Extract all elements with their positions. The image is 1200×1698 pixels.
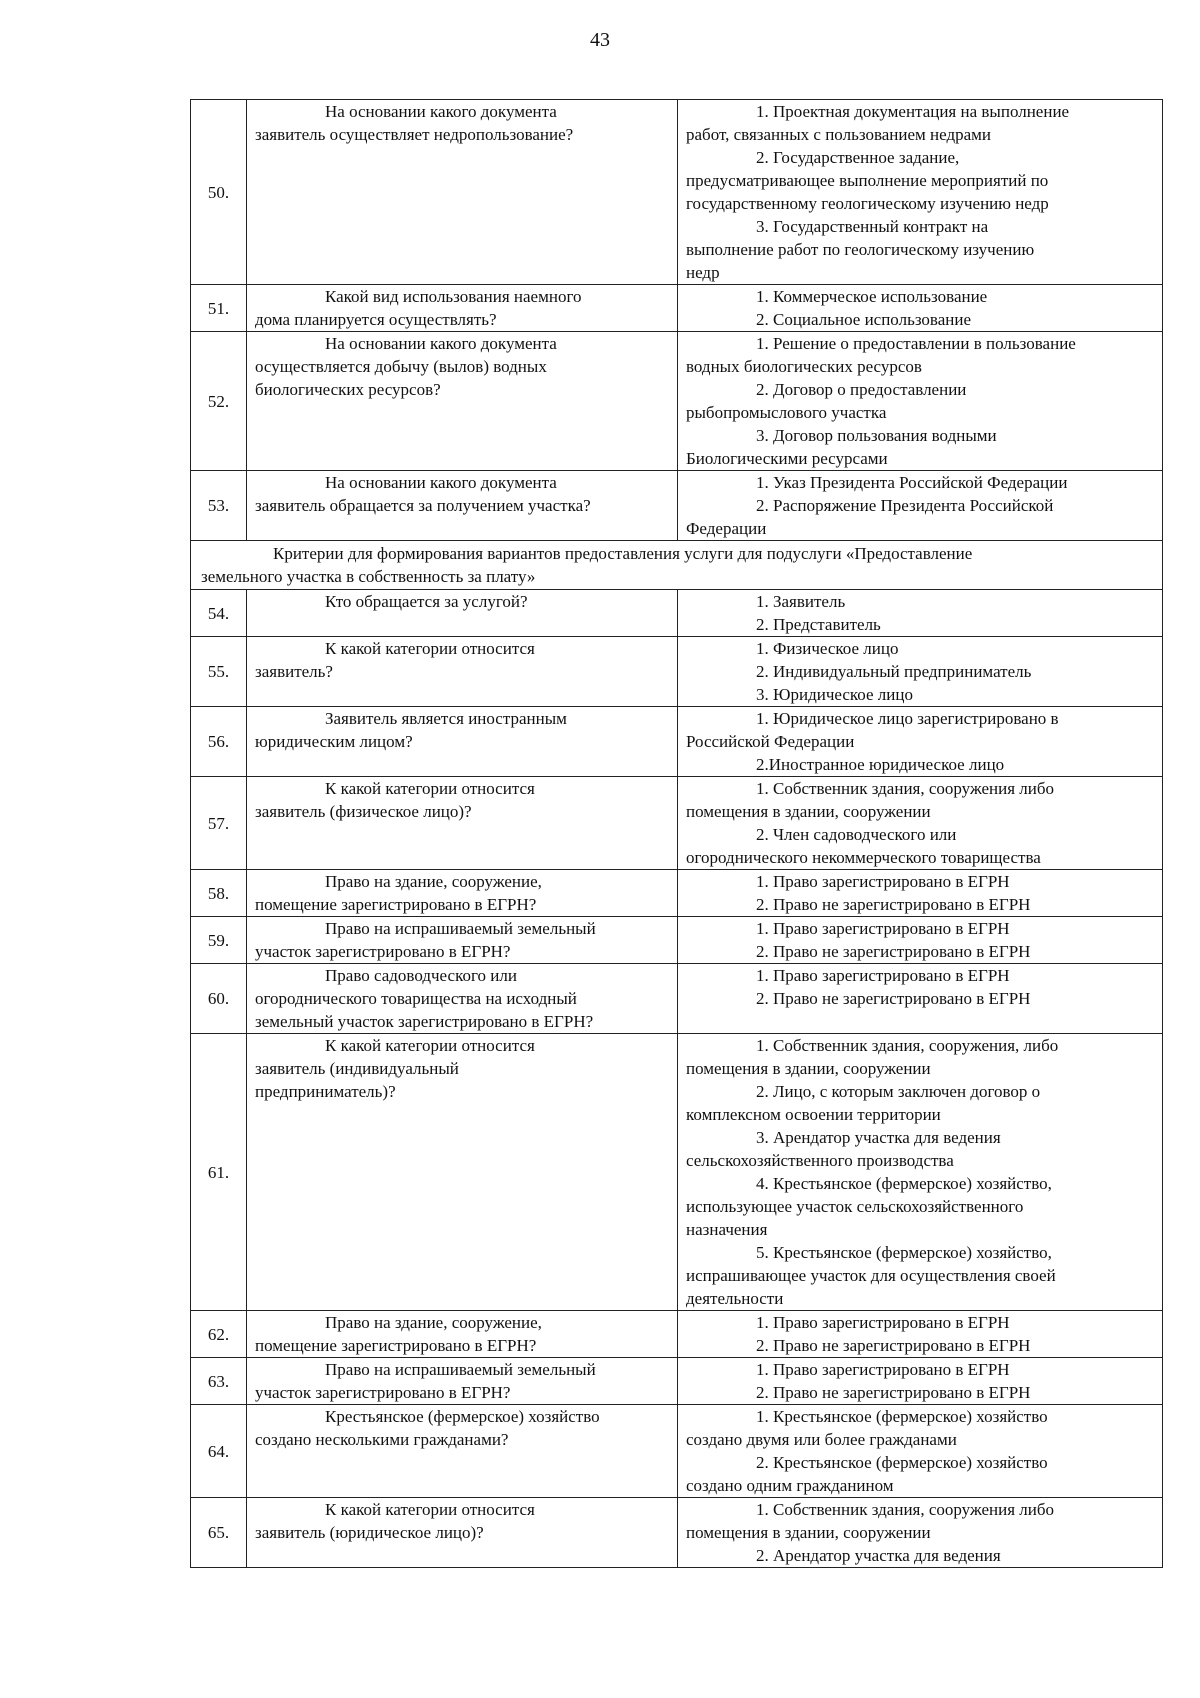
row-number: 55. — [191, 637, 247, 707]
answer-option — [686, 332, 1154, 378]
answers-cell — [678, 471, 1163, 541]
question-cell — [247, 1034, 678, 1311]
answer-line: 4. Крестьянское (фермерское) хозяйство, — [756, 1174, 1052, 1193]
question-line: огороднического товарищества на исходный — [255, 989, 577, 1008]
row-number: 51. — [191, 285, 247, 332]
answer-option — [686, 893, 1154, 916]
answer-line: помещения в здании, сооружении — [686, 1059, 931, 1078]
answer-line: 1. Право зарегистрировано в ЕГРН — [756, 919, 1010, 938]
answer-line: работ, связанных с пользованием недрами — [686, 125, 992, 144]
answer-line: создано одним гражданином — [686, 1476, 894, 1495]
question-line: Право на испрашиваемый земельный — [325, 919, 596, 938]
question-line: Какой вид использования наемного — [325, 287, 582, 306]
table-row — [191, 870, 1163, 917]
table-row — [191, 100, 1163, 285]
row-number: 65. — [191, 1498, 247, 1568]
question-line: дома планируется осуществлять? — [255, 310, 497, 329]
answer-line: 2. Государственное задание, — [756, 148, 960, 167]
answer-line: 1. Проектная документация на выполнение — [756, 102, 1070, 121]
answer-line: 3. Юридическое лицо — [756, 685, 913, 704]
answer-option — [686, 424, 1154, 470]
question-line: помещение зарегистрировано в ЕГРН? — [255, 895, 537, 914]
answer-option — [686, 1172, 1154, 1241]
question-cell — [247, 1405, 678, 1498]
answer-option — [686, 917, 1154, 940]
answer-line: 1. Заявитель — [756, 592, 846, 611]
table-row — [191, 964, 1163, 1034]
question-line: Право садоводческого или — [325, 966, 517, 985]
answer-option — [686, 378, 1154, 424]
question-line: К какой категории относится — [325, 779, 535, 798]
question-line: Кто обращается за услугой? — [325, 592, 528, 611]
answer-line: 3. Государственный контракт на — [756, 217, 989, 236]
answer-line: назначения — [686, 1220, 768, 1239]
table-row — [191, 332, 1163, 471]
row-number: 50. — [191, 100, 247, 285]
row-number: 52. — [191, 332, 247, 471]
answer-line: предусматривающее выполнение мероприятий по — [686, 171, 1049, 190]
answer-line: Биологическими ресурсами — [686, 449, 888, 468]
row-number: 61. — [191, 1034, 247, 1311]
answer-line: 2. Лицо, с которым заключен договор о — [756, 1082, 1041, 1101]
answers-cell — [678, 1498, 1163, 1568]
question-line: помещение зарегистрировано в ЕГРН? — [255, 1336, 537, 1355]
answer-option — [686, 285, 1154, 308]
answer-option — [686, 1405, 1154, 1451]
answer-option — [686, 308, 1154, 331]
answer-option — [686, 146, 1154, 215]
answer-line: огороднического некоммерческого товарищества — [686, 848, 1041, 867]
answer-line: выполнение работ по геологическому изучению — [686, 240, 1035, 259]
answer-option — [686, 987, 1154, 1010]
question-line: юридическим лицом? — [255, 732, 413, 751]
question-cell — [247, 1358, 678, 1405]
answer-option — [686, 683, 1154, 706]
answer-line: 1. Решение о предоставлении в пользование — [756, 334, 1076, 353]
question-line: Право на здание, сооружение, — [325, 872, 542, 891]
answer-line: сельскохозяйственного производства — [686, 1151, 954, 1170]
question-line: создано несколькими гражданами? — [255, 1430, 509, 1449]
row-number: 58. — [191, 870, 247, 917]
answers-cell — [678, 100, 1163, 285]
question-cell — [247, 100, 678, 285]
answer-option — [686, 1241, 1154, 1310]
question-cell — [247, 777, 678, 870]
answer-line: 1. Собственник здания, сооружения либо — [756, 779, 1055, 798]
question-cell — [247, 332, 678, 471]
answers-cell — [678, 917, 1163, 964]
answer-line: 1. Право зарегистрировано в ЕГРН — [756, 1313, 1010, 1332]
answer-line: 2. Право не зарегистрировано в ЕГРН — [756, 1383, 1031, 1402]
answer-line: 2. Индивидуальный предприниматель — [756, 662, 1032, 681]
answer-line: 1. Физическое лицо — [756, 639, 899, 658]
question-line: Заявитель является иностранным — [325, 709, 567, 728]
answer-line: 2.Иностранное юридическое лицо — [756, 755, 1005, 774]
answer-option — [686, 964, 1154, 987]
row-number: 56. — [191, 707, 247, 777]
answer-option — [686, 590, 1154, 613]
answer-line: Российской Федерации — [686, 732, 855, 751]
answer-line: 2. Право не зарегистрировано в ЕГРН — [756, 895, 1031, 914]
answer-line: помещения в здании, сооружении — [686, 1523, 931, 1542]
answer-option — [686, 494, 1154, 540]
row-number: 54. — [191, 590, 247, 637]
question-line: участок зарегистрировано в ЕГРН? — [255, 942, 511, 961]
question-line: заявитель обращается за получением участка? — [255, 496, 591, 515]
answer-line: 1. Собственник здания, сооружения либо — [756, 1500, 1055, 1519]
answer-line: создано двумя или более гражданами — [686, 1430, 957, 1449]
question-line: На основании какого документа — [325, 102, 557, 121]
question-line: осуществляется добычу (вылов) водных — [255, 357, 547, 376]
section-header — [191, 541, 1163, 590]
answer-option — [686, 823, 1154, 869]
answer-line: 1. Собственник здания, сооружения, либо — [756, 1036, 1059, 1055]
answer-line: рыбопромыслового участка — [686, 403, 887, 422]
question-line: заявитель (юридическое лицо)? — [255, 1523, 484, 1542]
answer-line: 1. Крестьянское (фермерское) хозяйство — [756, 1407, 1048, 1426]
answer-option — [686, 777, 1154, 823]
answer-line: использующее участок сельскохозяйственного — [686, 1197, 1024, 1216]
answers-cell — [678, 964, 1163, 1034]
answer-line: 3. Договор пользования водными — [756, 426, 997, 445]
answers-cell — [678, 1358, 1163, 1405]
answer-option — [686, 1381, 1154, 1404]
answer-line: 2. Член садоводческого или — [756, 825, 957, 844]
answer-option — [686, 1080, 1154, 1126]
question-line: На основании какого документа — [325, 334, 557, 353]
table-row — [191, 1034, 1163, 1311]
answer-option — [686, 1334, 1154, 1357]
answer-option — [686, 215, 1154, 284]
answer-line: 1. Право зарегистрировано в ЕГРН — [756, 966, 1010, 985]
row-number: 57. — [191, 777, 247, 870]
answer-line: 1. Указ Президента Российской Федерации — [756, 473, 1068, 492]
question-line: К какой категории относится — [325, 639, 535, 658]
row-number: 53. — [191, 471, 247, 541]
answer-line: испрашивающее участок для осуществления своей — [686, 1266, 1056, 1285]
question-line: заявитель осуществляет недропользование? — [255, 125, 574, 144]
answer-line: деятельности — [686, 1289, 784, 1308]
answers-cell — [678, 285, 1163, 332]
question-line: биологических ресурсов? — [255, 380, 441, 399]
answer-line: 2. Социальное использование — [756, 310, 972, 329]
table-row — [191, 1311, 1163, 1358]
answer-option — [686, 613, 1154, 636]
answer-line: помещения в здании, сооружении — [686, 802, 931, 821]
answer-line: 1. Юридическое лицо зарегистрировано в — [756, 709, 1059, 728]
answer-line: 2. Распоряжение Президента Российской — [756, 496, 1054, 515]
answer-line: государственному геологическому изучению недр — [686, 194, 1049, 213]
answer-line: 2. Договор о предоставлении — [756, 380, 967, 399]
table-row — [191, 590, 1163, 637]
answer-option — [686, 1451, 1154, 1497]
answer-option — [686, 660, 1154, 683]
answers-cell — [678, 1034, 1163, 1311]
section-header-row — [191, 541, 1163, 590]
answer-option — [686, 100, 1154, 146]
question-cell — [247, 285, 678, 332]
answer-line: 2. Крестьянское (фермерское) хозяйство — [756, 1453, 1048, 1472]
question-cell — [247, 637, 678, 707]
answer-option — [686, 870, 1154, 893]
question-cell — [247, 1311, 678, 1358]
answers-cell — [678, 707, 1163, 777]
question-line: заявитель (индивидуальный — [255, 1059, 459, 1078]
answer-line: водных биологических ресурсов — [686, 357, 922, 376]
answer-line: 3. Арендатор участка для ведения — [756, 1128, 1001, 1147]
section-header-line: Критерии для формирования вариантов предоставления услуги для подуслуги «Предоставление — [273, 544, 973, 563]
table-row — [191, 707, 1163, 777]
answers-cell — [678, 332, 1163, 471]
question-line: Крестьянское (фермерское) хозяйство — [325, 1407, 600, 1426]
answer-line: 5. Крестьянское (фермерское) хозяйство, — [756, 1243, 1052, 1262]
question-line: предприниматель)? — [255, 1082, 396, 1101]
answer-line: 2. Право не зарегистрировано в ЕГРН — [756, 1336, 1031, 1355]
answers-cell — [678, 1405, 1163, 1498]
answer-option — [686, 471, 1154, 494]
table-body — [191, 100, 1163, 1568]
answer-option — [686, 707, 1154, 753]
question-line: заявитель? — [255, 662, 333, 681]
question-line: заявитель (физическое лицо)? — [255, 802, 472, 821]
answer-line: недр — [686, 263, 720, 282]
page-number: 43 — [590, 29, 610, 51]
answers-cell — [678, 870, 1163, 917]
row-number: 62. — [191, 1311, 247, 1358]
answer-line: комплексном освоении территории — [686, 1105, 941, 1124]
table-row — [191, 285, 1163, 332]
question-line: участок зарегистрировано в ЕГРН? — [255, 1383, 511, 1402]
table-row — [191, 471, 1163, 541]
question-cell — [247, 707, 678, 777]
answer-line: 2. Арендатор участка для ведения — [756, 1546, 1001, 1565]
table-row — [191, 637, 1163, 707]
table-row — [191, 917, 1163, 964]
answer-line: 2. Право не зарегистрировано в ЕГРН — [756, 989, 1031, 1008]
question-cell — [247, 917, 678, 964]
table-row — [191, 1498, 1163, 1568]
question-line: К какой категории относится — [325, 1500, 535, 1519]
criteria-table — [190, 99, 1163, 1568]
section-header-line: земельного участка в собственность за плату» — [201, 567, 536, 586]
row-number: 59. — [191, 917, 247, 964]
table-row — [191, 1358, 1163, 1405]
question-cell — [247, 590, 678, 637]
question-line: К какой категории относится — [325, 1036, 535, 1055]
question-line: На основании какого документа — [325, 473, 557, 492]
answer-option — [686, 940, 1154, 963]
answer-option — [686, 1034, 1154, 1080]
answer-line: 1. Коммерческое использование — [756, 287, 988, 306]
question-line: Право на испрашиваемый земельный — [325, 1360, 596, 1379]
answer-line: 2. Представитель — [756, 615, 881, 634]
table-row — [191, 1405, 1163, 1498]
question-line: Право на здание, сооружение, — [325, 1313, 542, 1332]
row-number: 60. — [191, 964, 247, 1034]
answer-line: 1. Право зарегистрировано в ЕГРН — [756, 1360, 1010, 1379]
answers-cell — [678, 637, 1163, 707]
answers-cell — [678, 777, 1163, 870]
answer-option — [686, 1358, 1154, 1381]
answer-line: Федерации — [686, 519, 767, 538]
question-line: земельный участок зарегистрировано в ЕГРН? — [255, 1012, 594, 1031]
answer-line: 2. Право не зарегистрировано в ЕГРН — [756, 942, 1031, 961]
answers-cell — [678, 1311, 1163, 1358]
question-cell — [247, 964, 678, 1034]
answer-line: 1. Право зарегистрировано в ЕГРН — [756, 872, 1010, 891]
answer-option — [686, 1498, 1154, 1544]
answer-option — [686, 637, 1154, 660]
answer-option — [686, 1311, 1154, 1334]
question-cell — [247, 870, 678, 917]
question-cell — [247, 471, 678, 541]
row-number: 64. — [191, 1405, 247, 1498]
row-number: 63. — [191, 1358, 247, 1405]
answer-option — [686, 1544, 1154, 1567]
answers-cell — [678, 590, 1163, 637]
table-row — [191, 777, 1163, 870]
answer-option — [686, 753, 1154, 776]
question-cell — [247, 1498, 678, 1568]
answer-option — [686, 1126, 1154, 1172]
